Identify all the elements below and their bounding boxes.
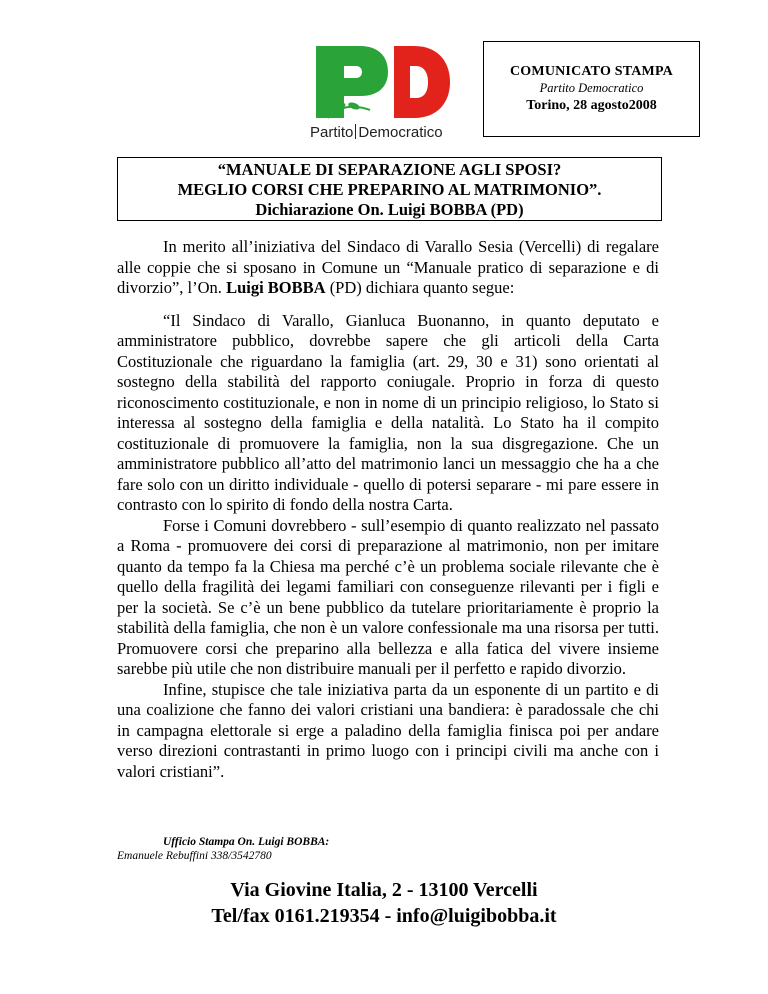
signature-title: Ufficio Stampa On. Luigi BOBBA: <box>163 836 330 848</box>
footer-contact: Tel/fax 0161.219354 - info@luigibobba.it <box>211 905 557 927</box>
statement-paragraph-2: Forse i Comuni dovrebbero - sull’esempio di quanto realizzato nel passato a Roma - promuovere dei corsi di preparazione al matrimonio, non per imitare quanto da tempo fa la Chiesa ma perché c’è un problema sociale rilevante che è quello della fragilità dei legami familiari con conseguenze rilevanti per i figli e per la società. Se c’è un bene pubblico da tutelare prioritariamente è proprio la stabilità della famiglia, che non è un valore confessionale ma una risorsa per tutti. Promuovere corsi che preparino alla bellezza e alla fatica del vivere insieme sarebbe più utile che non distribuire manuali per il perfetto e rapido divorzio. <box>117 515 659 678</box>
statement-paragraph-1: “Il Sindaco di Varallo, Gianluca Buonanno, in quanto deputato e amministratore pubblico, dovrebbe sapere che gli articoli della Carta Costituzionale che riguardano la famiglia (art. 29, 30 e 31) sono orientati al sostegno della stabilità del rapporto coniugale. Proprio in forza di questo riconoscimento costituzionale, e non in nome di un principio religioso, lo Stato si interessa al sostegno della famiglia e della natalità. Lo Stato ha il compito costituzionale di promuovere la famiglia, non la sua disgregazione. Che un amministratore pubblico all’atto del matrimonio lanci un messaggio che ha a che fare solo con un diritto individuale - quello di potersi separare - mi pare essere in contrasto con lo spirito di fondo della nostra Carta. <box>117 310 659 514</box>
footer <box>0 877 768 929</box>
logo-caption-separator <box>355 124 356 139</box>
footer-address: Via Giovine Italia, 2 - 13100 Vercelli <box>230 879 538 901</box>
signature-block <box>117 835 329 863</box>
headline-line-1: “MANUALE DI SEPARAZIONE AGLI SPOSI? <box>217 160 562 179</box>
body-text <box>117 237 659 782</box>
intro-after: (PD) dichiara quanto segue: <box>325 278 515 297</box>
headline-line-3: Dichiarazione On. Luigi BOBBA (PD) <box>255 200 524 219</box>
logo-caption <box>310 124 460 141</box>
intro-paragraph <box>117 237 659 299</box>
press-release-title: COMUNICATO STAMPA <box>510 64 673 79</box>
press-release-party: Partito Democratico <box>539 81 644 95</box>
pd-logo-icon <box>310 40 460 122</box>
headline-box <box>117 157 662 221</box>
statement-paragraph-3: Infine, stupisce che tale iniziativa parta da un esponente di un partito e di una coalizione che fanno dei valori cristiani una bandiera: è paradossale che chi in campagna elettorale si erge a paladino della famiglia finisca poi per andare verso direzioni contrastanti in primo luogo con i principi civili ma anche con i valori cristiani”. <box>117 679 659 781</box>
logo-caption-right: Democratico <box>358 124 443 141</box>
party-logo <box>310 40 460 148</box>
logo-caption-left: Partito <box>310 124 354 141</box>
press-release-date: Torino, 28 agosto2008 <box>526 98 657 113</box>
signature-contact: Emanuele Rebuffini 338/3542780 <box>117 850 272 862</box>
intro-before: In merito all’iniziativa del Sindaco di Varallo Sesia (Vercelli) di regalare alle coppie che si sposano in Comune un “Manuale pratico di separazione e di divorzio”, l’On. <box>117 237 659 297</box>
press-release-box <box>483 41 700 137</box>
intro-name: Luigi BOBBA <box>226 278 326 297</box>
headline-line-2: MEGLIO CORSI CHE PREPARINO AL MATRIMONIO”. <box>177 180 602 199</box>
